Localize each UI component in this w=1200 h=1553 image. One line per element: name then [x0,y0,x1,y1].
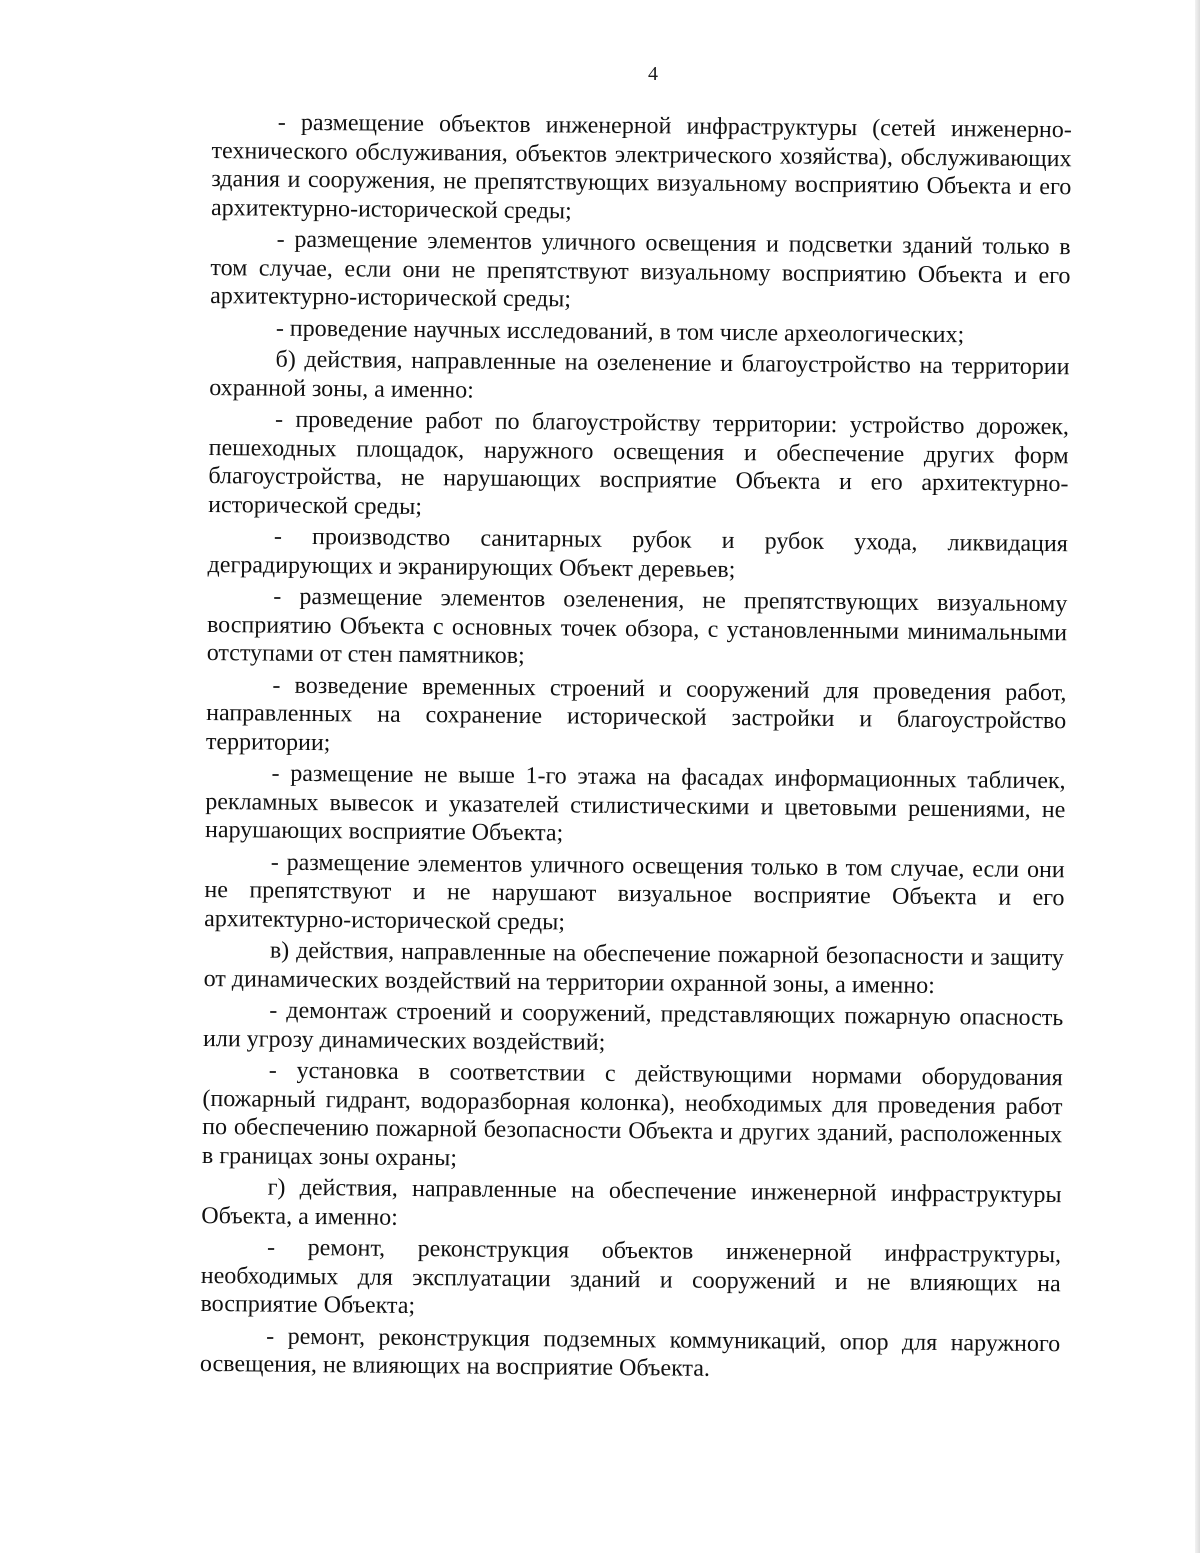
paragraph: - производство санитарных рубок и рубок ухода, ликвидация деградирующих и экранирующих Объект деревьев; [207,523,1068,583]
document-body [200,108,1072,1390]
paragraph: - ремонт, реконструкция объектов инженерной инфраструктуры, необходимых для эксплуатации зданий и сооружений и не влияющих на восприятие Объекта; [200,1234,1062,1320]
paragraph: - размещение элементов уличного освещения и подсветки зданий только в том случае, если они не препятствуют визуальному восприятию Объекта и его архитектурно-исторической среды; [210,226,1071,313]
page-edge [1195,0,1200,1553]
paragraph: - размещение элементов озеленения, не препятствующих визуальному восприятию Объекта с основных точек обзора, с установленными минимальными отступами от стен памятников; [206,583,1068,670]
paragraph: б) действия, направленные на озеленение и благоустройство на территории охранной зоны, а именно: [209,346,1070,404]
paragraph: - возведение временных строений и сооружений для проведения работ, направленных на сохранение исторической застройки и благоустройство территории; [205,672,1067,756]
paragraph: - проведение научных исследований, в том числе археологических; [275,315,965,348]
paragraph: - установка в соответствии с действующими нормами оборудования (пожарный гидрант, водоразборная колонка), необходимых для проведения работ по обеспечению пожарной безопасности Объекта и других зданий, расположенных в границах зоны охраны; [201,1057,1063,1171]
paragraph: - размещение элементов уличного освещения только в том случае, если они не препятствуют и не нарушают визуальное восприятие Объекта и его архитектурно-исторической среды; [204,849,1065,935]
paragraph: - проведение работ по благоустройству территории: устройство дорожек, пешеходных площадок, наружного освещения и обеспечение других форм благоустройства, не нарушающих восприятие Объекта и его архитектурно-исторической среды; [208,406,1070,520]
paragraph: в) действия, направленные на обеспечение пожарной безопасности и защиту от динамических воздействий на территории охранной зоны, а именно: [203,937,1065,999]
paragraph: - размещение объектов инженерной инфраструктуры (сетей инженерно-технического обслуживания, объектов электрического хозяйства), обслуживающих здания и сооружения, не препятствующих визуальному восприятию Объекта и его архитектурно-исторической среды; [210,109,1072,224]
page-number: 4 [648,63,658,85]
paragraph: - демонтаж строений и сооружений, представляющих пожарную опасность или угрозу динамических воздействий; [202,997,1064,1056]
paragraph: - размещение не выше 1-го этажа на фасадах информационных табличек, рекламных вывесок и указателей стилистическими и цветовыми решениями, не нарушающих восприятие Объекта; [204,760,1066,847]
paragraph: г) действия, направленные на обеспечение инженерной инфраструктуры Объекта, а именно: [201,1174,1062,1231]
paragraph: - ремонт, реконструкция подземных коммуникаций, опор для наружного освещения, не влияющих на восприятие Объекта. [199,1323,1061,1382]
